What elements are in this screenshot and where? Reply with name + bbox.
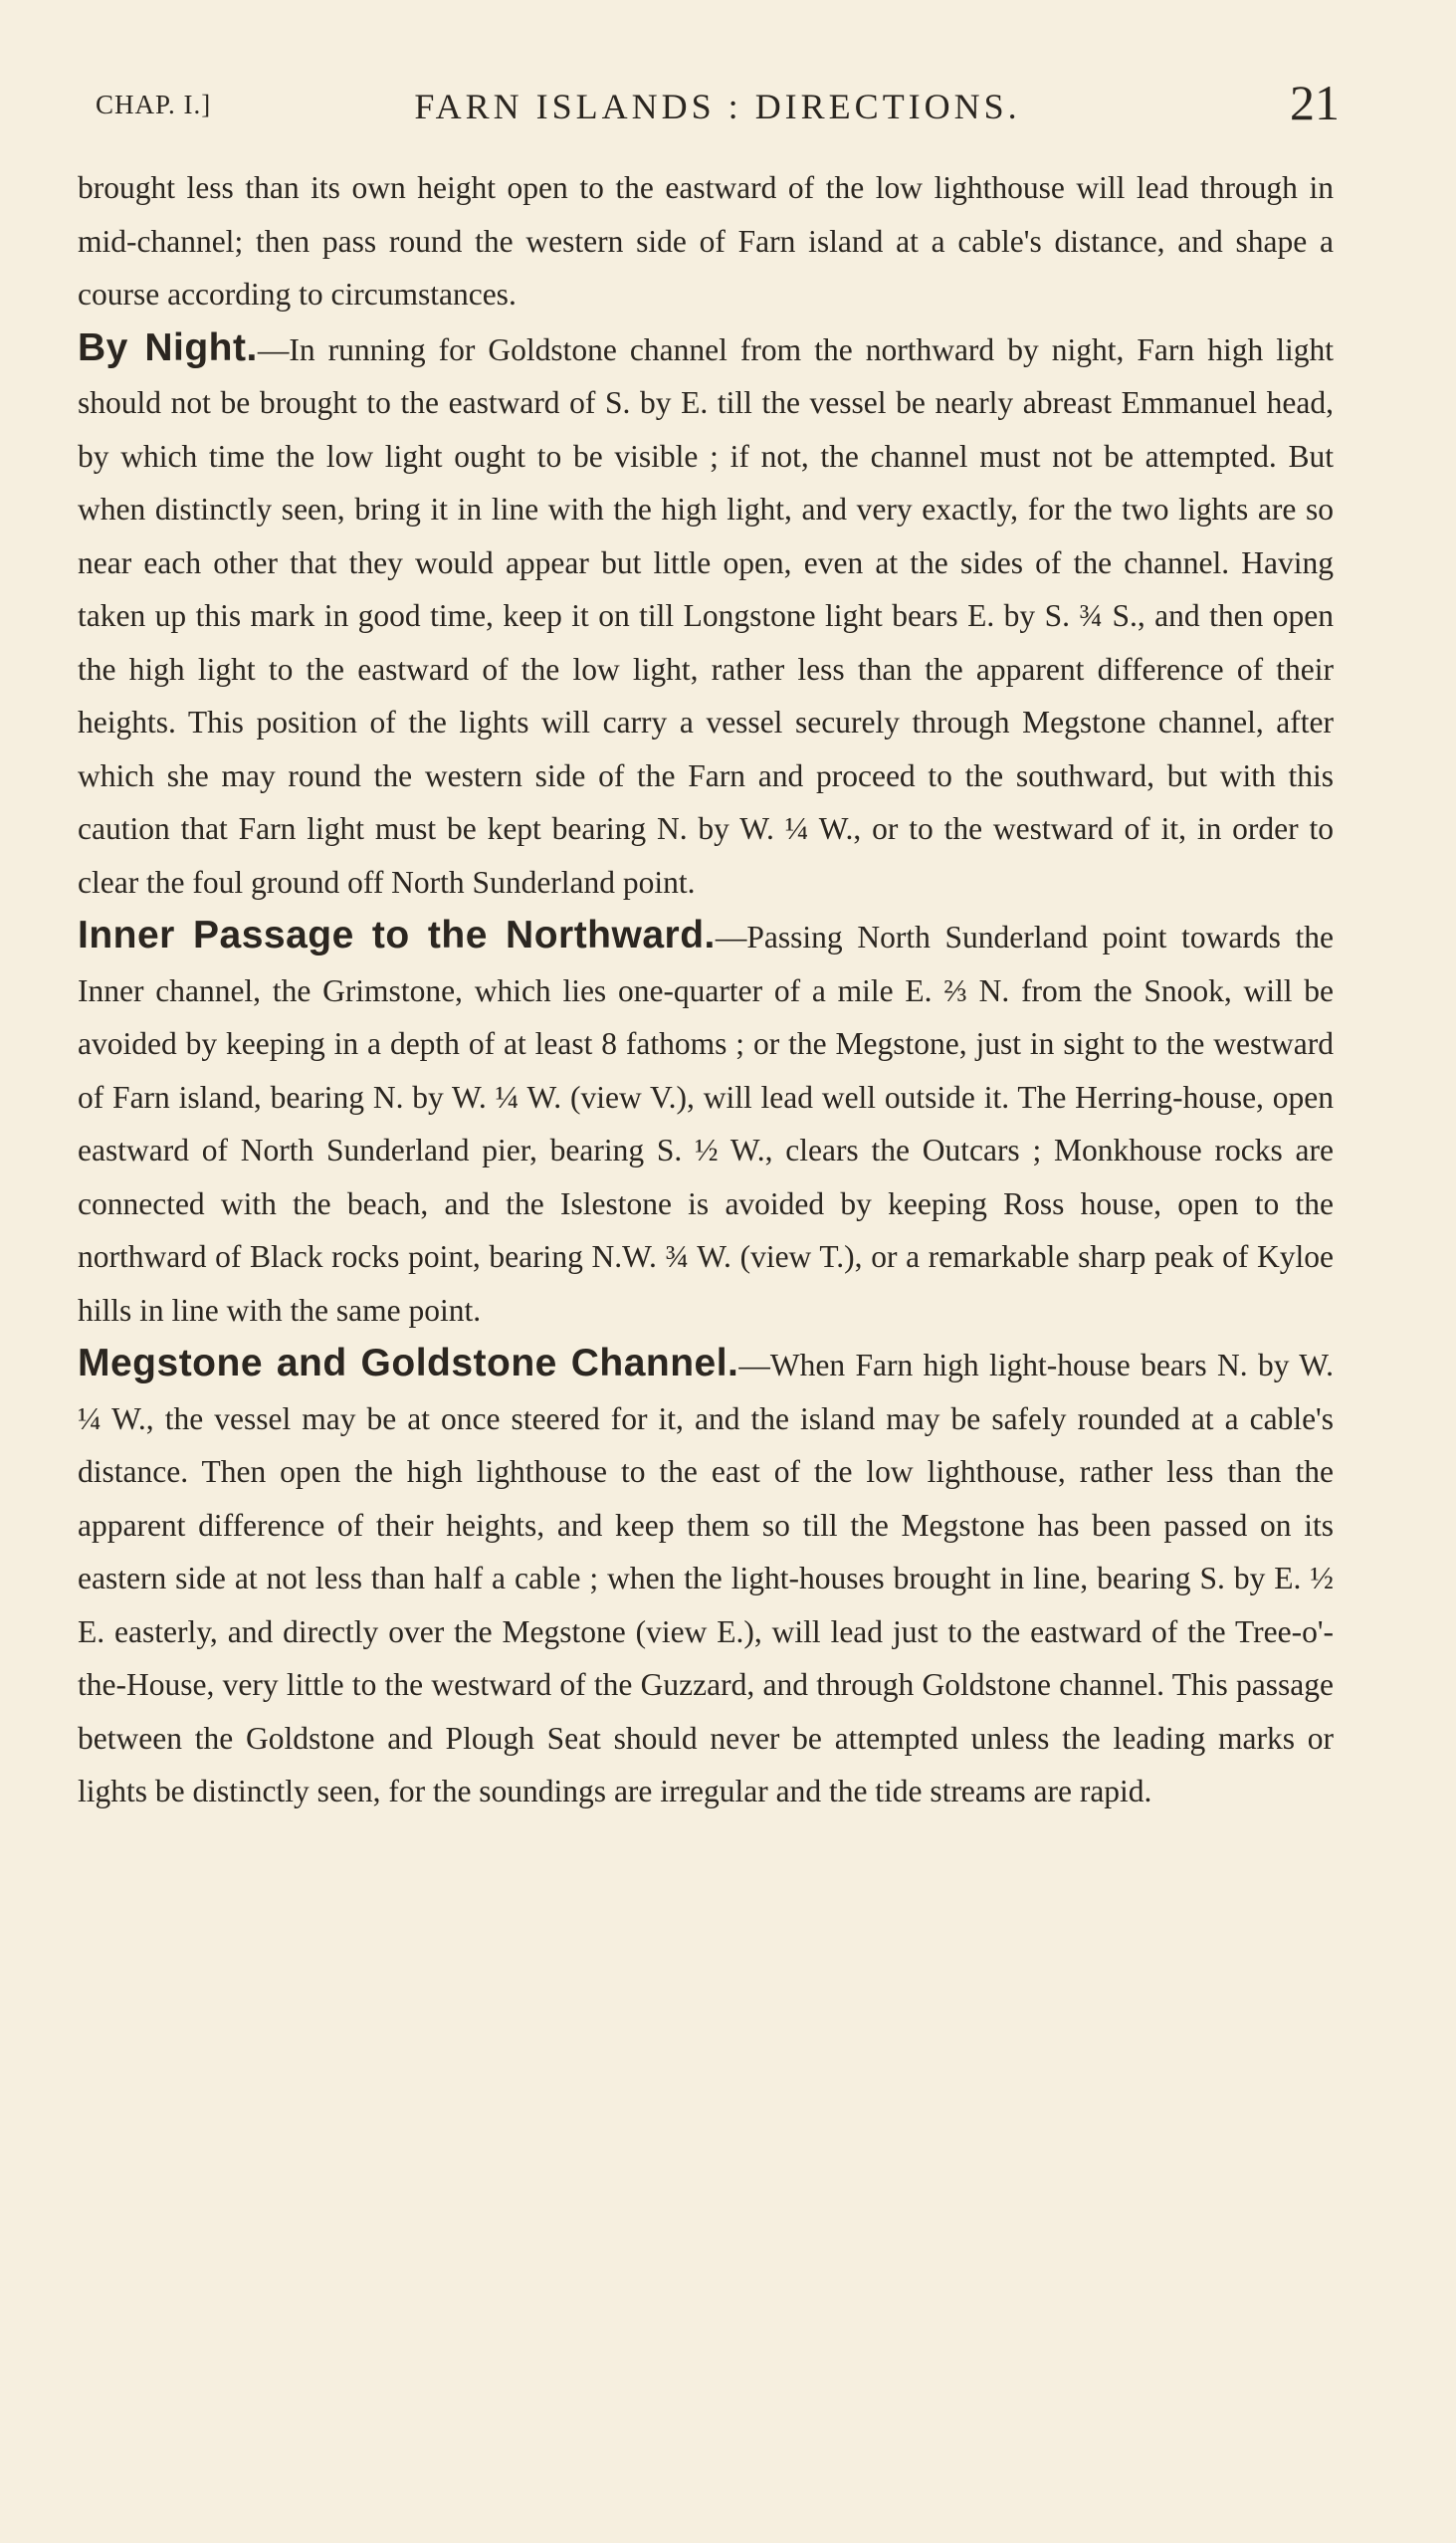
paragraph-text: —In running for Goldstone channel from the northward by night, Farn high light should not be brought to the eastward of S. by E. till the vessel be nearly abreast Emmanuel head, by which time the low light ought to be visible ; if not, the channel must not be attempted. But when distinctly seen, bring it in line with the high light, and very exactly, for the two lights are so near each other that they would appear but little open, even at the sides of the channel. Having taken up this mark in good time, keep it on till Longstone light bears E. by S. ¾ S., and then open the high light to the eastward of the low light, rather less than the apparent difference of their heights. This position of the lights will carry a vessel securely through Megstone channel, after which she may round the western side of the Farn and proceed to the southward, but with this caution that Farn light must be kept bearing N. by W. ¼ W., or to the westward of it, in order to clear the foul ground off North Sunderland point. (78, 331, 1334, 900)
page-title: FARN ISLANDS : DIRECTIONS. (414, 87, 1021, 126)
section-heading: By Night. (78, 325, 258, 369)
chapter-marker: CHAP. I.] (96, 90, 212, 119)
body-text (78, 161, 1334, 1818)
paragraph-inner-passage (78, 909, 1334, 1337)
section-heading: Megstone and Goldstone Channel. (78, 1342, 739, 1384)
running-head (96, 75, 1340, 137)
paragraph-text: —When Farn high light-house bears N. by W. ¼ W., the vessel may be at once steered for it, and the island may be safely rounded at a cable's distance. Then open the high lighthouse to the east of the low lighthouse, rather less than the apparent difference of their heights, and keep them so till the Megstone has been passed on its eastern side at not less than half a cable ; when the light-houses brought in line, bearing S. by E. ½ E. easterly, and directly over the Megstone (view E.), will lead just to the eastward of the Tree-o'-the-House, very little to the westward of the Guzzard, and through Goldstone channel. This passage between the Goldstone and Plough Seat should never be attempted unless the leading marks or lights be distinctly seen, for the soundings are irregular and the tide streams are rapid. (78, 1348, 1334, 1808)
page-number: 21 (1290, 75, 1340, 130)
section-heading: Inner Passage to the Northward. (78, 914, 716, 956)
paragraph-text: brought less than its own height open to the eastward of the low lighthouse will lead through in mid-channel; then pass round the western side of Farn island at a cable's distance, and shape a course according to circumstances. (78, 170, 1334, 312)
paragraph-megstone-goldstone (78, 1337, 1334, 1818)
paragraph-continuation (78, 161, 1334, 321)
paragraph-by-night (78, 321, 1334, 910)
paragraph-text: —Passing North Sunderland point towards the Inner channel, the Grimstone, which lies one-quarter of a mile E. ⅔ N. from the Snook, will be avoided by keeping in a depth of at least 8 fathoms ; or the Megstone, just in sight to the westward of Farn island, bearing N. by W. ¼ W. (view V.), will lead well outside it. The Herring-house, open eastward of North Sunderland pier, bearing S. ½ W., clears the Outcars ; Monkhouse rocks are connected with the beach, and the Islestone is avoided by keeping Ross house, open to the northward of Black rocks point, bearing N.W. ¾ W. (view T.), or a remarkable sharp peak of Kyloe hills in line with the same point. (78, 920, 1335, 1328)
